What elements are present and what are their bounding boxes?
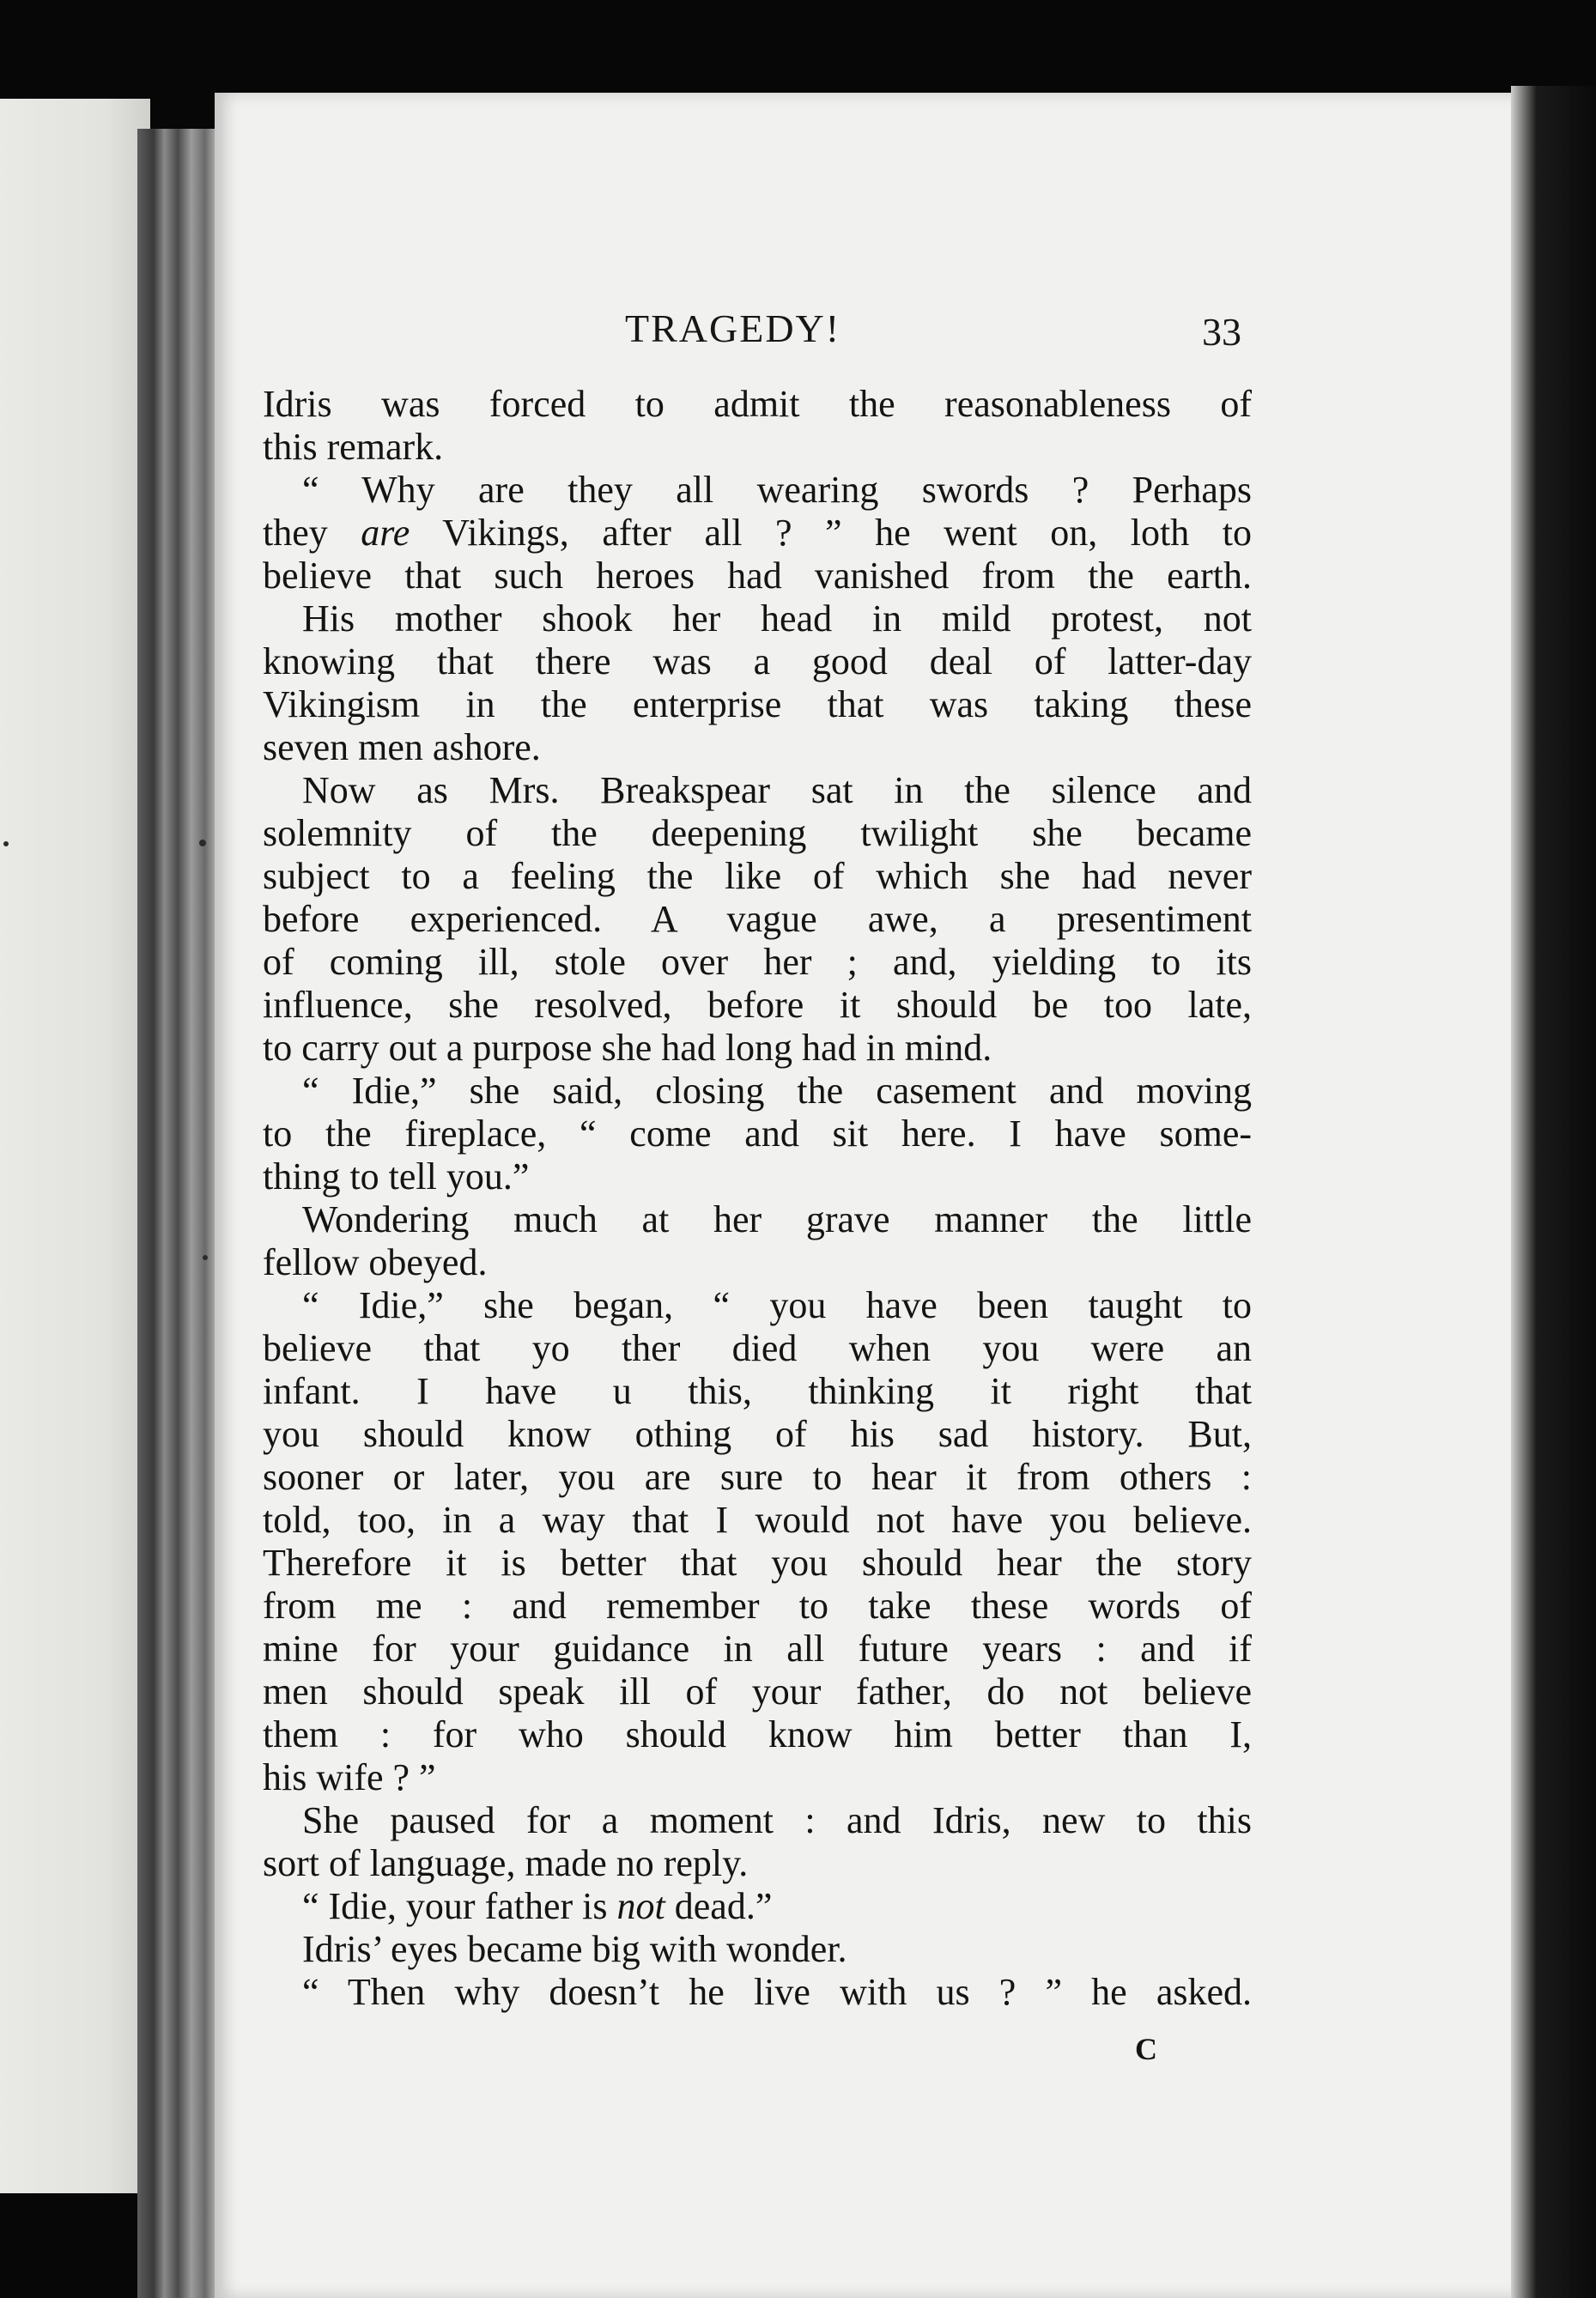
running-head: TRAGEDY! [625, 306, 841, 350]
text-line: them : for who should know him better than I, [263, 1713, 1252, 1755]
text-line: Vikingism in the enterprise that was taking these [263, 683, 1252, 725]
text-line: “ Idie, your father is not dead.” [302, 1885, 773, 1927]
page-number: 33 [1202, 310, 1241, 354]
text-line: told, too, in a way that I would not have you believe. [263, 1499, 1252, 1541]
text-line: seven men ashore. [263, 726, 541, 768]
text-line: influence, she resolved, before it should be too late, [263, 984, 1252, 1026]
text-line: “ Then why doesn’t he live with us ? ” he asked. [302, 1971, 1252, 2013]
signature-mark: C [1135, 2032, 1157, 2066]
text-line: of coming ill, stole over her ; and, yielding to its [263, 941, 1252, 983]
margin-speck [199, 840, 206, 846]
text-line: sort of language, made no reply. [263, 1842, 749, 1884]
text-line: you should know othing of his sad history. But, [263, 1413, 1252, 1455]
text-line: men should speak ill of your father, do not believe [263, 1670, 1252, 1713]
text-line: She paused for a moment : and Idris, new to this [302, 1799, 1252, 1841]
text-line: mine for your guidance in all future years : and if [263, 1628, 1252, 1670]
margin-speck [3, 841, 9, 846]
body-text [263, 383, 1252, 2014]
text-line: Idris’ eyes became big with wonder. [302, 1928, 847, 1970]
text-line: Now as Mrs. Breakspear sat in the silence and [302, 769, 1252, 811]
text-line: solemnity of the deepening twilight she became [263, 812, 1252, 854]
text-line: this remark. [263, 426, 444, 468]
text-line: subject to a feeling the like of which she had never [263, 855, 1252, 897]
text-line: “ Idie,” she began, “ you have been taught to [302, 1284, 1252, 1326]
text-line: from me : and remember to take these words of [263, 1585, 1252, 1627]
text-line: to the fireplace, “ come and sit here. I have some- [263, 1113, 1252, 1155]
margin-speck [203, 1255, 208, 1260]
facing-page-edge [0, 99, 150, 2193]
text-line: to carry out a purpose she had long had in mind. [263, 1027, 992, 1069]
text-line: believe that such heroes had vanished from the earth. [263, 555, 1252, 597]
text-line: thing to tell you.” [263, 1155, 530, 1198]
text-line: fellow obeyed. [263, 1241, 488, 1283]
text-line: before experienced. A vague awe, a presentiment [263, 898, 1252, 940]
text-line: believe that yo ther died when you were an [263, 1327, 1252, 1369]
text-line: “ Why are they all wearing swords ? Perhaps [302, 469, 1252, 511]
text-line: infant. I have u this, thinking it right that [263, 1370, 1252, 1412]
text-line: they are Vikings, after all ? ” he went on, loth to [263, 512, 1252, 554]
text-line: his wife ? ” [263, 1756, 436, 1798]
page-edge-shadow [1511, 86, 1596, 2298]
text-line: His mother shook her head in mild protest, not [302, 597, 1252, 640]
text-line: sooner or later, you are sure to hear it from others : [263, 1456, 1252, 1498]
text-line: Therefore it is better that you should hear the story [263, 1542, 1252, 1584]
text-line: Idris was forced to admit the reasonableness of [263, 383, 1252, 425]
text-line: knowing that there was a good deal of latter-day [263, 640, 1252, 682]
text-line: Wondering much at her grave manner the little [302, 1198, 1252, 1240]
text-line: “ Idie,” she said, closing the casement and moving [302, 1070, 1252, 1112]
